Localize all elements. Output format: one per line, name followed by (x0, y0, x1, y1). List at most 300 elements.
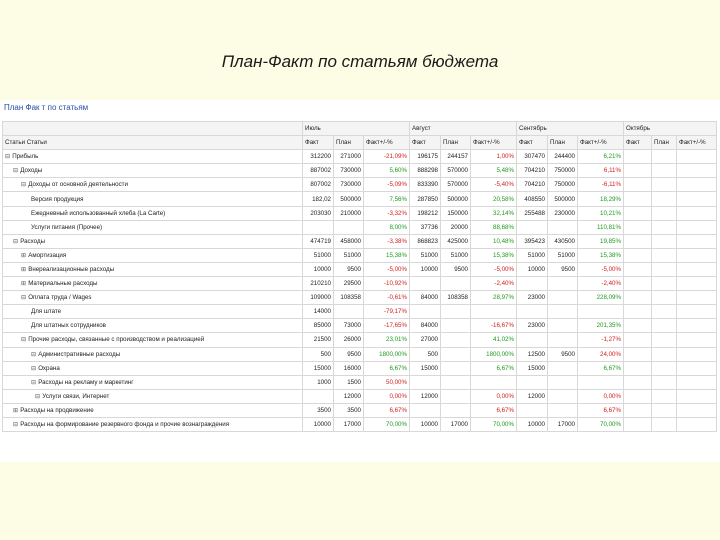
plan-cell: 9500 (441, 262, 471, 276)
fact-cell (410, 277, 441, 291)
delta-cell: 6,67% (578, 361, 624, 375)
plan-cell: 750000 (548, 178, 578, 192)
empty-cell (677, 389, 717, 403)
delta-cell: 15,38% (364, 248, 410, 262)
fact-cell (303, 389, 334, 403)
fact-cell: 1000 (303, 375, 334, 389)
row-label-cell[interactable] (3, 234, 303, 248)
table-row[interactable] (3, 206, 717, 220)
plan-cell: 20000 (441, 220, 471, 234)
fact-cell (410, 305, 441, 319)
empty-cell (677, 248, 717, 262)
table-row[interactable] (3, 333, 717, 347)
empty-cell (652, 220, 677, 234)
delta-cell: 6,67% (471, 361, 517, 375)
plan-cell: 570000 (441, 164, 471, 178)
empty-cell (624, 319, 652, 333)
delta-cell: -5,09% (364, 178, 410, 192)
collapse-icon[interactable]: ⊟ (5, 153, 11, 161)
empty-cell (677, 234, 717, 248)
plan-cell (441, 305, 471, 319)
delta-cell: 1,00% (471, 150, 517, 164)
fact-cell: 888298 (410, 164, 441, 178)
table-row[interactable] (3, 305, 717, 319)
plan-cell: 12000 (334, 389, 364, 403)
table-row[interactable] (3, 389, 717, 403)
pivot-report-panel (0, 100, 720, 462)
expand-icon[interactable]: ⊞ (13, 406, 19, 414)
row-label: Административные расходы (38, 350, 121, 358)
slide-title: План-Факт по статьям бюджета (221, 52, 499, 71)
row-label-cell[interactable] (3, 347, 303, 361)
delta-cell: 15,38% (578, 248, 624, 262)
delta-cell: 0,00% (471, 389, 517, 403)
fact-cell: 15000 (410, 361, 441, 375)
empty-cell (652, 389, 677, 403)
row-header[interactable]: Статьи Статьи (3, 136, 303, 150)
fact-cell: 21500 (303, 333, 334, 347)
delta-cell (471, 305, 517, 319)
empty-cell (624, 333, 652, 347)
plan-cell: 750000 (548, 164, 578, 178)
row-label: Доходы (20, 167, 43, 175)
fact-cell (517, 375, 548, 389)
row-label-cell[interactable] (3, 319, 303, 333)
plan-cell (441, 347, 471, 361)
table-row[interactable] (3, 291, 717, 305)
delta-cell: -2,40% (578, 277, 624, 291)
plan-cell (548, 305, 578, 319)
empty-cell (652, 164, 677, 178)
plan-cell: 730000 (334, 178, 364, 192)
delta-cell: 41,02% (471, 333, 517, 347)
plan-cell: 9500 (548, 347, 578, 361)
row-label-cell[interactable] (3, 150, 303, 164)
empty-cell (677, 375, 717, 389)
empty-cell (677, 178, 717, 192)
collapse-icon[interactable]: ⊟ (13, 237, 19, 245)
pivot-table (2, 121, 717, 432)
fact-cell (517, 277, 548, 291)
row-label: Для штате (31, 308, 62, 316)
delta-cell: 32,14% (471, 206, 517, 220)
empty-cell (677, 277, 717, 291)
measure-header: Факт+/-% (578, 136, 624, 150)
measure-header: Факт+/-% (364, 136, 410, 150)
row-label: Ежедневный использованный хлеба (La Carte) (31, 209, 166, 217)
empty-cell (624, 417, 652, 431)
fact-cell: 12000 (410, 389, 441, 403)
row-label: Расходы (20, 237, 46, 245)
plan-cell: 230000 (548, 206, 578, 220)
delta-cell: 0,00% (364, 389, 410, 403)
fact-cell: 210210 (303, 277, 334, 291)
fact-cell: 307470 (517, 150, 548, 164)
delta-cell: -5,00% (364, 262, 410, 276)
collapse-icon[interactable]: ⊟ (35, 392, 41, 400)
table-row[interactable] (3, 403, 717, 417)
delta-cell: 6,67% (364, 361, 410, 375)
row-label-cell[interactable] (3, 417, 303, 431)
empty-cell (677, 192, 717, 206)
row-label-cell[interactable] (3, 375, 303, 389)
delta-cell: -17,65% (364, 319, 410, 333)
row-label: Прочие расходы, связанные с производством и реализацией (28, 336, 205, 344)
row-label-cell[interactable] (3, 206, 303, 220)
plan-cell (548, 375, 578, 389)
fact-cell: 474719 (303, 234, 334, 248)
empty-cell (652, 403, 677, 417)
row-label: Расходы на рекламу и маркетинг (38, 378, 134, 386)
measure-header: Факт (624, 136, 652, 150)
delta-cell: 1800,00% (364, 347, 410, 361)
plan-cell: 500000 (548, 192, 578, 206)
plan-cell: 108358 (334, 291, 364, 305)
row-label-cell[interactable] (3, 389, 303, 403)
fact-cell (410, 403, 441, 417)
empty-cell (652, 206, 677, 220)
fact-cell: 12500 (517, 347, 548, 361)
empty-cell (677, 319, 717, 333)
table-row[interactable] (3, 262, 717, 276)
row-label-cell[interactable] (3, 403, 303, 417)
fact-cell: 10000 (517, 417, 548, 431)
fact-cell: 807002 (303, 178, 334, 192)
row-label-cell[interactable] (3, 361, 303, 375)
row-label-cell[interactable] (3, 262, 303, 276)
fact-cell: 23000 (517, 291, 548, 305)
table-row[interactable] (3, 220, 717, 234)
fact-cell (517, 333, 548, 347)
delta-cell (578, 375, 624, 389)
fact-cell: 500 (303, 347, 334, 361)
empty-cell (652, 234, 677, 248)
plan-cell: 244400 (548, 150, 578, 164)
delta-cell (578, 305, 624, 319)
delta-cell: -16,67% (471, 319, 517, 333)
expand-icon[interactable]: ⊞ (21, 251, 27, 259)
collapse-icon[interactable]: ⊟ (13, 167, 19, 175)
report-title: План Фак т по статьям (4, 103, 89, 112)
delta-cell: 19,85% (578, 234, 624, 248)
plan-cell: 500000 (334, 192, 364, 206)
delta-cell: 70,00% (471, 417, 517, 431)
delta-cell: -5,00% (471, 262, 517, 276)
plan-cell: 9500 (548, 262, 578, 276)
fact-cell: 15000 (517, 361, 548, 375)
month-header[interactable]: Август (410, 122, 517, 136)
empty-cell (652, 291, 677, 305)
empty-cell (624, 262, 652, 276)
plan-cell: 210000 (334, 206, 364, 220)
collapse-icon[interactable]: ⊟ (31, 364, 37, 372)
delta-cell: 7,56% (364, 192, 410, 206)
plan-cell: 108358 (441, 291, 471, 305)
table-row[interactable] (3, 150, 717, 164)
empty-cell (677, 220, 717, 234)
plan-cell: 73000 (334, 319, 364, 333)
delta-cell: 8,00% (364, 220, 410, 234)
empty-cell (677, 262, 717, 276)
fact-cell: 51000 (410, 248, 441, 262)
fact-cell: 51000 (517, 248, 548, 262)
delta-cell: 24,00% (578, 347, 624, 361)
delta-cell: 0,00% (578, 389, 624, 403)
empty-cell (624, 361, 652, 375)
delta-cell: 6,21% (578, 150, 624, 164)
row-label-cell[interactable] (3, 220, 303, 234)
empty-cell (677, 347, 717, 361)
delta-cell: -3,38% (364, 234, 410, 248)
empty-cell (624, 192, 652, 206)
table-row[interactable] (3, 164, 717, 178)
row-label: Материальные расходы (28, 280, 98, 288)
plan-cell: 51000 (548, 248, 578, 262)
fact-cell: 395423 (517, 234, 548, 248)
collapse-icon[interactable]: ⊟ (31, 378, 37, 386)
delta-cell: 88,68% (471, 220, 517, 234)
month-header[interactable]: Октябрь (624, 122, 717, 136)
empty-cell (624, 305, 652, 319)
plan-cell: 500000 (441, 192, 471, 206)
delta-cell: 10,21% (578, 206, 624, 220)
month-header[interactable]: Июль (303, 122, 410, 136)
plan-cell (334, 305, 364, 319)
collapse-icon[interactable]: ⊟ (13, 421, 19, 429)
delta-cell: 6,67% (578, 403, 624, 417)
table-row[interactable] (3, 361, 717, 375)
fact-cell (303, 220, 334, 234)
fact-cell: 196175 (410, 150, 441, 164)
empty-cell (677, 403, 717, 417)
empty-cell (624, 403, 652, 417)
plan-cell: 51000 (441, 248, 471, 262)
row-label-cell[interactable] (3, 291, 303, 305)
empty-cell (652, 178, 677, 192)
plan-cell (548, 361, 578, 375)
row-label-cell[interactable] (3, 305, 303, 319)
plan-cell: 425000 (441, 234, 471, 248)
empty-cell (624, 291, 652, 305)
delta-cell (471, 375, 517, 389)
delta-cell: -2,40% (471, 277, 517, 291)
plan-cell (548, 319, 578, 333)
empty-cell (624, 150, 652, 164)
empty-cell (652, 361, 677, 375)
empty-cell (624, 375, 652, 389)
delta-cell: 70,00% (364, 417, 410, 431)
plan-cell: 29500 (334, 277, 364, 291)
plan-cell: 1500 (334, 375, 364, 389)
fact-cell: 704210 (517, 178, 548, 192)
delta-cell: 5,60% (364, 164, 410, 178)
empty-cell (624, 389, 652, 403)
table-row[interactable] (3, 248, 717, 262)
collapse-icon[interactable]: ⊟ (21, 294, 27, 302)
fact-cell: 3500 (303, 403, 334, 417)
fact-cell: 255488 (517, 206, 548, 220)
fact-cell: 84000 (410, 319, 441, 333)
fact-cell: 27000 (410, 333, 441, 347)
plan-cell (548, 403, 578, 417)
plan-cell: 430500 (548, 234, 578, 248)
collapse-icon[interactable]: ⊟ (21, 336, 27, 344)
row-label: Внереализационные расходы (28, 265, 115, 273)
fact-cell: 182,02 (303, 192, 334, 206)
plan-cell (441, 403, 471, 417)
delta-cell: -6,11% (578, 178, 624, 192)
plan-cell (548, 333, 578, 347)
delta-cell: 10,48% (471, 234, 517, 248)
fact-cell: 51000 (303, 248, 334, 262)
delta-cell: 23,01% (364, 333, 410, 347)
plan-cell: 570000 (441, 178, 471, 192)
plan-cell: 458000 (334, 234, 364, 248)
empty-cell (677, 206, 717, 220)
row-label-cell[interactable] (3, 192, 303, 206)
row-label-cell[interactable] (3, 333, 303, 347)
row-label: Для штатных сотрудников (31, 322, 106, 330)
fact-cell: 15000 (303, 361, 334, 375)
measure-header: План (548, 136, 578, 150)
delta-cell: 50,00% (364, 375, 410, 389)
empty-cell (677, 361, 717, 375)
empty-cell (677, 417, 717, 431)
delta-cell: -79,17% (364, 305, 410, 319)
row-label: Доходы от основной деятельности (28, 181, 128, 189)
row-label: Амортизация (28, 251, 67, 259)
expand-icon[interactable]: ⊞ (21, 280, 27, 288)
plan-cell: 17000 (441, 417, 471, 431)
delta-cell: 18,29% (578, 192, 624, 206)
plan-cell: 3500 (334, 403, 364, 417)
row-label-cell[interactable] (3, 248, 303, 262)
table-row[interactable] (3, 277, 717, 291)
measure-header: Факт (410, 136, 441, 150)
fact-cell: 10000 (517, 262, 548, 276)
delta-cell: 110,81% (578, 220, 624, 234)
table-row[interactable] (3, 234, 717, 248)
delta-cell: -0,61% (364, 291, 410, 305)
plan-cell (548, 291, 578, 305)
table-row[interactable] (3, 375, 717, 389)
plan-cell: 271000 (334, 150, 364, 164)
row-label: Прибыль (12, 153, 39, 161)
table-row[interactable] (3, 319, 717, 333)
collapse-icon[interactable]: ⊟ (31, 350, 37, 358)
row-label: Расходы на формирование резервного фонда и прочие вознаграждения (20, 421, 230, 429)
row-label-cell[interactable] (3, 164, 303, 178)
empty-cell (624, 347, 652, 361)
table-row[interactable] (3, 417, 717, 431)
fact-cell: 37736 (410, 220, 441, 234)
table-row[interactable] (3, 192, 717, 206)
delta-cell: -5,00% (578, 262, 624, 276)
plan-cell (441, 319, 471, 333)
empty-cell (652, 248, 677, 262)
row-label: Версия продукция (31, 195, 84, 203)
row-label: Услуги связи, Интернет (42, 392, 110, 400)
row-label: Охрана (38, 364, 60, 372)
empty-cell (677, 305, 717, 319)
measure-header: План (652, 136, 677, 150)
plan-cell: 51000 (334, 248, 364, 262)
delta-cell: 201,35% (578, 319, 624, 333)
empty-cell (652, 192, 677, 206)
fact-cell (517, 220, 548, 234)
fact-cell: 10000 (303, 417, 334, 431)
plan-cell (548, 220, 578, 234)
plan-cell (441, 375, 471, 389)
fact-cell: 10000 (303, 262, 334, 276)
plan-cell: 9500 (334, 262, 364, 276)
fact-cell: 85000 (303, 319, 334, 333)
plan-cell: 730000 (334, 164, 364, 178)
plan-cell: 244157 (441, 150, 471, 164)
empty-cell (624, 206, 652, 220)
expand-icon[interactable]: ⊞ (21, 265, 27, 273)
month-header-row (3, 122, 717, 136)
fact-cell: 887002 (303, 164, 334, 178)
fact-cell: 84000 (410, 291, 441, 305)
table-row[interactable] (3, 347, 717, 361)
empty-cell (652, 333, 677, 347)
fact-cell: 109000 (303, 291, 334, 305)
plan-cell: 16000 (334, 361, 364, 375)
delta-cell: -3,32% (364, 206, 410, 220)
fact-cell (517, 305, 548, 319)
delta-cell: -10,92% (364, 277, 410, 291)
plan-cell (548, 277, 578, 291)
row-label-cell[interactable] (3, 277, 303, 291)
delta-cell: 5,48% (471, 164, 517, 178)
fact-cell: 287850 (410, 192, 441, 206)
measure-header: Факт+/-% (677, 136, 717, 150)
fact-cell: 203030 (303, 206, 334, 220)
empty-cell (652, 150, 677, 164)
empty-cell (624, 164, 652, 178)
empty-cell (677, 333, 717, 347)
collapse-icon[interactable]: ⊟ (21, 181, 27, 189)
table-row[interactable] (3, 178, 717, 192)
empty-cell (652, 319, 677, 333)
delta-cell: 6,67% (471, 403, 517, 417)
delta-cell: 6,67% (364, 403, 410, 417)
empty-cell (677, 164, 717, 178)
delta-cell: 70,00% (578, 417, 624, 431)
delta-cell: 1800,00% (471, 347, 517, 361)
corner-cell (3, 122, 303, 136)
empty-cell (624, 220, 652, 234)
fact-cell: 10000 (410, 262, 441, 276)
fact-cell (410, 375, 441, 389)
empty-cell (624, 248, 652, 262)
pivot-body (3, 150, 717, 432)
row-label: Услуги питания (Прочее) (31, 223, 103, 231)
plan-cell: 17000 (334, 417, 364, 431)
measure-header: Факт (303, 136, 334, 150)
month-header[interactable]: Сентябрь (517, 122, 624, 136)
empty-cell (624, 178, 652, 192)
plan-cell (548, 389, 578, 403)
row-label-cell[interactable] (3, 178, 303, 192)
delta-cell: -5,40% (471, 178, 517, 192)
plan-cell: 150000 (441, 206, 471, 220)
delta-cell: 28,97% (471, 291, 517, 305)
plan-cell (441, 361, 471, 375)
delta-cell: 6,11% (578, 164, 624, 178)
plan-cell (441, 389, 471, 403)
